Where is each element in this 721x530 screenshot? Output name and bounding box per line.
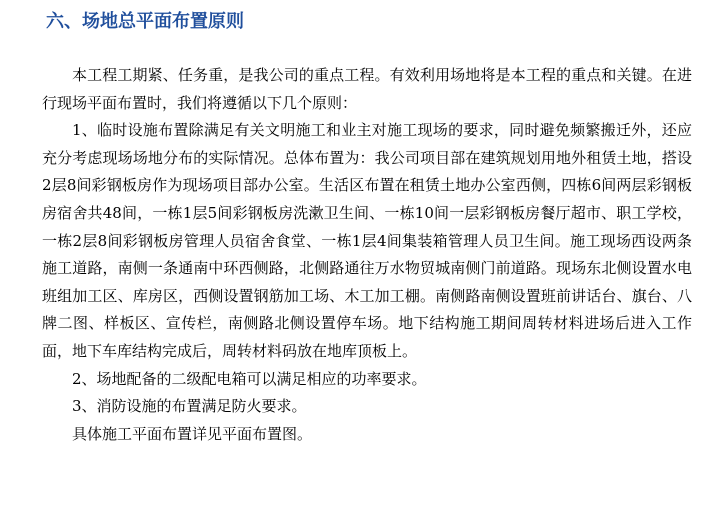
intro-paragraph: 本工程工期紧、任务重，是我公司的重点工程。有效利用场地将是本工程的重点和关键。在进行现场平面布置时，我们将遵循以下几个原则： xyxy=(42,66,692,112)
document-body xyxy=(42,62,692,448)
principle-3-paragraph: 3、消防设施的布置满足防火要求。 xyxy=(72,397,307,416)
principle-1-paragraph: 1、临时设施布置除满足有关文明施工和业主对施工现场的要求，同时避免频繁搬迁外，还应充分考虑现场场地分布的实际情况。总体布置为：我公司项目部在建筑规划用地外租赁土地，搭设2层8间彩钢板房作为现场项目部办公室。生活区布置在租赁土地办公室西侧，四栋6间两层彩钢板房宿舍共48间，一栋1层5间彩钢板房洗漱卫生间、一栋10间一层彩钢板房餐厅超市、职工学校，一栋2层8间彩钢板房管理人员宿舍食堂、一栋1层4间集装箱管理人员卫生间。施工现场西设两条施工道路，南侧一条通南中环西侧路，北侧路通往万水物贸城南侧门前道路。现场东北侧设置水电班组加工区、库房区，西侧设置钢筋加工场、木工加工棚。南侧路南侧设置班前讲话台、旗台、八牌二图、样板区、宣传栏，南侧路北侧设置停车场。地下结构施工期间周转材料进场后进入工作面，地下车库结构完成后，周转材料码放在地库顶板上。 xyxy=(42,121,692,360)
principle-2-paragraph: 2、场地配备的二级配电箱可以满足相应的功率要求。 xyxy=(72,369,427,388)
section-heading: 六、场地总平面布置原则 xyxy=(46,11,244,32)
closing-paragraph: 具体施工平面布置详见平面布置图。 xyxy=(72,424,313,443)
